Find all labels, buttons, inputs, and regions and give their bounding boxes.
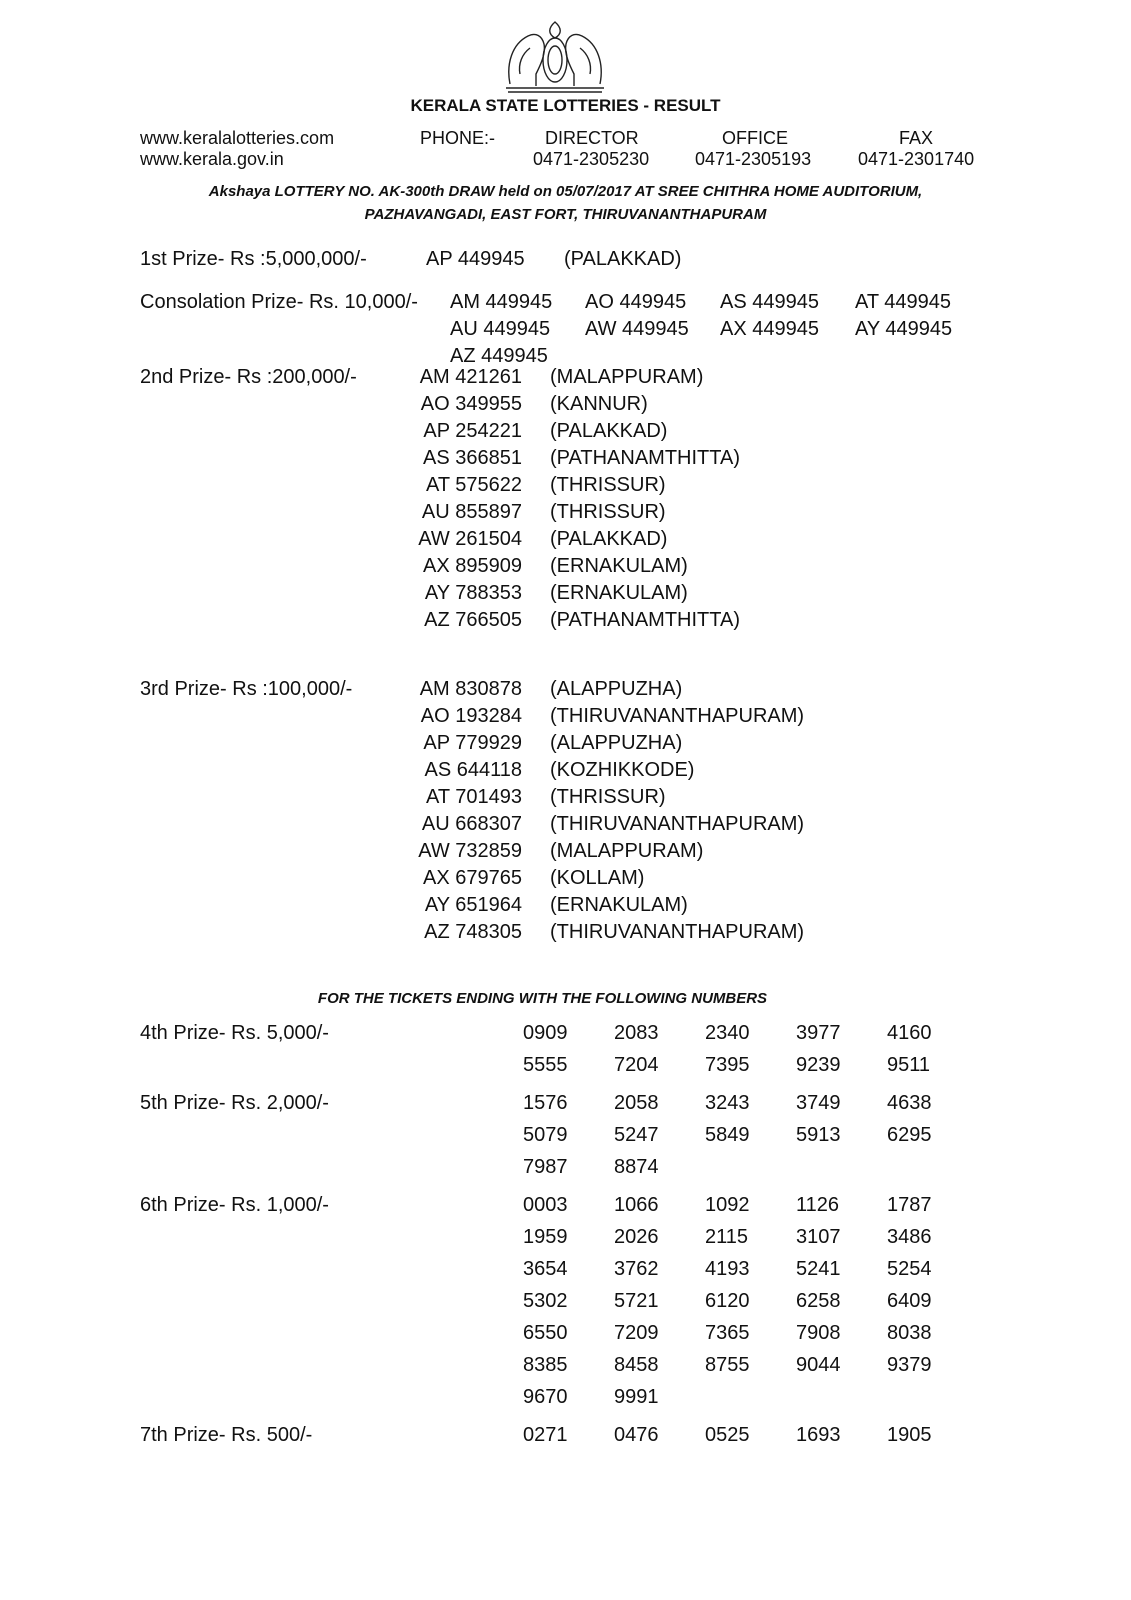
ending-number: 5849 xyxy=(705,1124,750,1146)
ending-number: 2083 xyxy=(614,1022,659,1044)
ending-number: 3977 xyxy=(796,1022,841,1044)
ending-number: 0003 xyxy=(523,1194,568,1216)
ending-number: 0476 xyxy=(614,1424,659,1446)
winner-district: (ERNAKULAM) xyxy=(550,555,688,577)
consolation-ticket: AT 449945 xyxy=(855,291,952,313)
ending-number: 0271 xyxy=(523,1424,568,1446)
third-prize-label: 3rd Prize- Rs :100,000/- xyxy=(140,678,353,700)
winner-ticket: AX 679765 xyxy=(423,867,522,889)
ending-number: 7987 xyxy=(523,1156,568,1178)
ending-prize-label: 5th Prize- Rs. 2,000/- xyxy=(140,1092,329,1114)
consolation-ticket: AZ 449945 xyxy=(450,345,548,367)
ending-number: 9379 xyxy=(887,1354,932,1376)
winner-ticket: AU 668307 xyxy=(421,813,522,835)
ending-number: 1066 xyxy=(614,1194,659,1216)
winner-ticket: AY 788353 xyxy=(424,582,522,604)
website-link-2[interactable]: www.kerala.gov.in xyxy=(140,149,284,169)
consolation-ticket: AW 449945 xyxy=(585,318,689,340)
winner-ticket: AX 895909 xyxy=(423,555,522,577)
ending-number: 0525 xyxy=(705,1424,750,1446)
ending-number: 9670 xyxy=(523,1386,568,1408)
ending-number: 4160 xyxy=(887,1022,932,1044)
ending-number: 5254 xyxy=(887,1258,932,1280)
ending-number: 8755 xyxy=(705,1354,750,1376)
winner-district: (PATHANAMTHITTA) xyxy=(550,609,740,631)
ending-number: 3749 xyxy=(796,1092,841,1114)
ending-number: 3486 xyxy=(887,1226,932,1248)
ending-number: 5721 xyxy=(614,1290,659,1312)
consolation-ticket: AU 449945 xyxy=(450,318,551,340)
ending-number: 9239 xyxy=(796,1054,841,1076)
ending-number: 0909 xyxy=(523,1022,568,1044)
director-label: DIRECTOR xyxy=(545,128,639,148)
consolation-prize-label: Consolation Prize- Rs. 10,000/- xyxy=(140,291,418,313)
kerala-emblem-icon xyxy=(500,14,610,96)
winner-district: (MALAPPURAM) xyxy=(550,840,704,862)
second-prize-label: 2nd Prize- Rs :200,000/- xyxy=(140,366,357,388)
ending-number: 5241 xyxy=(796,1258,841,1280)
first-prize-district: (PALAKKAD) xyxy=(564,248,682,270)
ending-number: 1905 xyxy=(887,1424,932,1446)
ending-number: 1787 xyxy=(887,1194,932,1216)
consolation-ticket: AM 449945 xyxy=(450,291,553,313)
ending-number: 3107 xyxy=(796,1226,841,1248)
winner-district: (ALAPPUZHA) xyxy=(550,732,683,754)
ending-number: 8874 xyxy=(614,1156,659,1178)
fax-label: FAX xyxy=(899,128,934,148)
consolation-ticket: AX 449945 xyxy=(720,318,819,340)
winner-district: (MALAPPURAM) xyxy=(550,366,704,388)
winner-ticket: AP 779929 xyxy=(423,732,522,754)
winner-ticket: AT 701493 xyxy=(425,786,522,808)
consolation-ticket: AY 449945 xyxy=(855,318,953,340)
consolation-ticket: AS 449945 xyxy=(720,291,819,313)
ending-number: 5079 xyxy=(523,1124,568,1146)
ending-number: 3654 xyxy=(523,1258,568,1280)
ending-number: 8385 xyxy=(523,1354,568,1376)
winner-district: (PATHANAMTHITTA) xyxy=(550,447,740,469)
ending-number: 7395 xyxy=(705,1054,750,1076)
winner-district: (THIRUVANANTHAPURAM) xyxy=(550,705,805,727)
director-phone: 0471-2305230 xyxy=(533,149,650,169)
ending-number: 1693 xyxy=(796,1424,841,1446)
ending-number: 9044 xyxy=(796,1354,841,1376)
draw-info-line1: Akshaya LOTTERY NO. AK-300th DRAW held on 05/07/2017 AT SREE CHITHRA HOME AUDITORIUM, xyxy=(208,183,923,200)
draw-info-line2: PAZHAVANGADI, EAST FORT, THIRUVANANTHAPURAM xyxy=(364,206,767,223)
ending-number: 6409 xyxy=(887,1290,932,1312)
ending-number: 2026 xyxy=(614,1226,659,1248)
winner-ticket: AZ 748305 xyxy=(424,921,522,943)
ending-number: 6295 xyxy=(887,1124,932,1146)
winner-ticket: AT 575622 xyxy=(425,474,522,496)
office-phone: 0471-2305193 xyxy=(695,149,812,169)
ending-number: 4193 xyxy=(705,1258,750,1280)
winner-district: (ERNAKULAM) xyxy=(550,582,688,604)
ending-prize-label: 7th Prize- Rs. 500/- xyxy=(140,1424,313,1446)
winner-ticket: AM 830878 xyxy=(419,678,522,700)
first-prize-ticket: AP 449945 xyxy=(426,248,525,270)
ending-number: 5913 xyxy=(796,1124,841,1146)
ending-number: 3243 xyxy=(705,1092,750,1114)
winner-district: (ALAPPUZHA) xyxy=(550,678,683,700)
website-link-1[interactable]: www.keralalotteries.com xyxy=(140,128,335,148)
ending-number: 7908 xyxy=(796,1322,841,1344)
ending-number: 4638 xyxy=(887,1092,932,1114)
consolation-ticket: AO 449945 xyxy=(585,291,687,313)
winner-ticket: AO 193284 xyxy=(420,705,522,727)
winner-district: (PALAKKAD) xyxy=(550,420,668,442)
ending-prize-label: 4th Prize- Rs. 5,000/- xyxy=(140,1022,329,1044)
winner-ticket: AP 254221 xyxy=(423,420,522,442)
phone-label: PHONE:- xyxy=(420,128,496,148)
winner-district: (THIRUVANANTHAPURAM) xyxy=(550,813,805,835)
ending-number: 2115 xyxy=(705,1226,749,1248)
ending-number: 8458 xyxy=(614,1354,659,1376)
winner-ticket: AS 644118 xyxy=(424,759,522,781)
ending-number: 5555 xyxy=(523,1054,568,1076)
winner-district: (KOZHIKKODE) xyxy=(550,759,695,781)
ending-number: 6258 xyxy=(796,1290,841,1312)
winner-ticket: AW 732859 xyxy=(418,840,522,862)
ending-number: 2340 xyxy=(705,1022,750,1044)
page-title: KERALA STATE LOTTERIES - RESULT xyxy=(410,96,721,115)
winner-ticket: AS 366851 xyxy=(423,447,522,469)
ending-numbers-note: FOR THE TICKETS ENDING WITH THE FOLLOWING NUMBERS xyxy=(317,990,768,1007)
ending-number: 9991 xyxy=(614,1386,659,1408)
ending-number: 6550 xyxy=(523,1322,568,1344)
ending-number: 2058 xyxy=(614,1092,659,1114)
ending-number: 7209 xyxy=(614,1322,659,1344)
winner-district: (THRISSUR) xyxy=(550,786,666,808)
winner-ticket: AZ 766505 xyxy=(424,609,522,631)
ending-number: 1126 xyxy=(796,1194,840,1216)
ending-number: 7204 xyxy=(614,1054,659,1076)
winner-ticket: AM 421261 xyxy=(419,366,522,388)
ending-number: 5247 xyxy=(614,1124,659,1146)
ending-prize-label: 6th Prize- Rs. 1,000/- xyxy=(140,1194,329,1216)
ending-number: 1576 xyxy=(523,1092,568,1114)
fax-number: 0471-2301740 xyxy=(858,149,975,169)
winner-ticket: AU 855897 xyxy=(421,501,522,523)
ending-number: 1092 xyxy=(705,1194,750,1216)
ending-number: 3762 xyxy=(614,1258,659,1280)
ending-number: 1959 xyxy=(523,1226,568,1248)
winner-district: (THRISSUR) xyxy=(550,501,666,523)
office-label: OFFICE xyxy=(722,128,788,148)
ending-number: 6120 xyxy=(705,1290,750,1312)
winner-ticket: AW 261504 xyxy=(418,528,522,550)
winner-district: (ERNAKULAM) xyxy=(550,894,688,916)
winner-district: (THRISSUR) xyxy=(550,474,666,496)
ending-number: 7365 xyxy=(705,1322,750,1344)
first-prize-label: 1st Prize- Rs :5,000,000/- xyxy=(140,248,367,270)
winner-district: (KANNUR) xyxy=(550,393,648,415)
winner-ticket: AY 651964 xyxy=(424,894,522,916)
winner-district: (PALAKKAD) xyxy=(550,528,668,550)
winner-ticket: AO 349955 xyxy=(420,393,522,415)
ending-number: 9511 xyxy=(887,1054,931,1076)
winner-district: (THIRUVANANTHAPURAM) xyxy=(550,921,805,943)
winner-district: (KOLLAM) xyxy=(550,867,645,889)
ending-number: 8038 xyxy=(887,1322,932,1344)
ending-number: 5302 xyxy=(523,1290,568,1312)
